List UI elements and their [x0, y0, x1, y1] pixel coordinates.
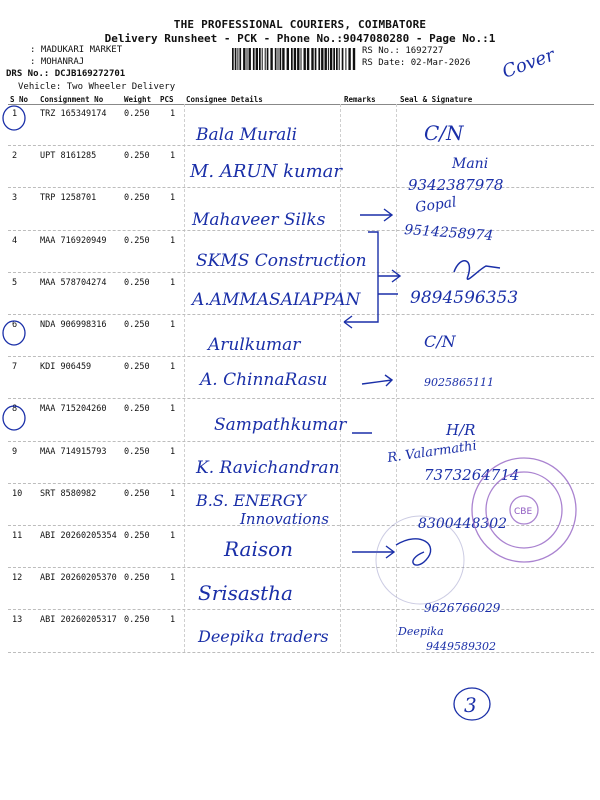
company-stamp — [472, 458, 576, 562]
handwritten-remark: R. Valarmathi — [386, 438, 478, 466]
row-weight: 0.250 — [124, 488, 150, 499]
row-consignment-no: ABI 20260205317 — [40, 615, 117, 626]
row-sno: 9 — [12, 446, 18, 457]
handwritten-consignee: Srisastha — [198, 581, 293, 605]
row-weight: 0.250 — [124, 362, 150, 373]
row-sno: 11 — [12, 531, 23, 541]
row-pcs: 1 — [170, 446, 176, 457]
col-seal-signature: Seal & Signature — [400, 95, 473, 104]
row-pcs: 1 — [170, 531, 176, 541]
handwritten-phone: 8300448302 — [418, 516, 508, 532]
handwritten-arrow — [352, 546, 394, 558]
document-title: THE PROFESSIONAL COURIERS, COIMBATORE — [173, 18, 427, 31]
row-weight: 0.250 — [124, 151, 150, 162]
row-sno: 4 — [12, 235, 18, 246]
row-sno: 1 — [12, 109, 18, 119]
row-consignment-no: TRP 1258701 — [40, 193, 97, 204]
row-pcs: 1 — [170, 488, 176, 499]
handwritten-remark: Deepika — [398, 625, 444, 638]
handwritten-remark: H/R — [446, 421, 476, 439]
row-weight: 0.250 — [124, 320, 150, 330]
col-consignee-details: Consignee Details — [186, 95, 263, 104]
handwritten-remark: C/N — [424, 121, 464, 145]
handwritten-consignee: Innovations — [240, 510, 329, 528]
handwritten-consignee: Arulkumar — [208, 335, 301, 355]
handwritten-phone: 9894596353 — [410, 288, 519, 308]
row-pcs: 1 — [170, 362, 176, 373]
stamp-label: CBE — [514, 507, 533, 517]
row-consignment-no: MAA 716920949 — [40, 235, 107, 246]
handwritten-phone: 7373264714 — [424, 466, 520, 484]
handwritten-consignee: Mahaveer Silks — [192, 210, 326, 230]
row-pcs: 1 — [170, 320, 176, 330]
row-pcs: 1 — [170, 573, 176, 584]
row-weight: 0.250 — [124, 446, 150, 457]
row-weight: 0.250 — [124, 109, 150, 119]
circle-mark-icon — [3, 106, 25, 130]
drs-number: DRS No.: DCJB169272701 — [6, 69, 126, 79]
row-pcs: 1 — [170, 193, 176, 204]
row-sno: 8 — [12, 404, 18, 415]
col-sno: S No — [10, 95, 29, 104]
row-sno: 7 — [12, 362, 18, 373]
row-weight: 0.250 — [124, 277, 150, 288]
handwritten-consignee: A.AMMASAIAPPAN — [192, 290, 361, 310]
rs-date: RS Date: 02-Mar-2026 — [362, 58, 471, 68]
row-consignment-no: ABI 20260205370 — [40, 573, 117, 584]
row-consignment-no: MAA 715204260 — [40, 404, 107, 415]
handwritten-consignee: M. ARUN kumar — [190, 161, 342, 182]
handwritten-consignee: B.S. ENERGY — [196, 491, 306, 510]
row-weight: 0.250 — [124, 615, 150, 626]
handwritten-consignee: Bala Murali — [196, 125, 298, 145]
row-weight: 0.250 — [124, 193, 150, 204]
handwritten-cover-note: Cover — [499, 44, 558, 83]
row-pcs: 1 — [170, 109, 176, 119]
row-consignment-no: NDA 906998316 — [40, 320, 107, 330]
row-pcs: 1 — [170, 615, 176, 626]
row-consignment-no: MAA 714915793 — [40, 446, 107, 457]
vehicle-type: Vehicle: Two Wheeler Delivery — [18, 82, 176, 92]
circle-mark-icon — [3, 406, 25, 430]
col-consignment: Consignment No — [40, 95, 104, 104]
row-sno: 12 — [12, 573, 23, 584]
handwritten-consignee: K. Ravichandran — [196, 458, 340, 478]
handwritten-page-mark: 3 — [464, 693, 477, 717]
row-weight: 0.250 — [124, 235, 150, 246]
row-consignment-no: MAA 578704274 — [40, 277, 107, 288]
handwritten-phone: 9449589302 — [426, 640, 496, 653]
col-weight: Weight — [124, 95, 152, 104]
col-remarks: Remarks — [344, 95, 376, 104]
col-pcs: PCS — [160, 95, 174, 104]
signature-scribble — [454, 261, 500, 279]
row-pcs: 1 — [170, 404, 176, 415]
handwritten-arrow — [362, 375, 392, 386]
handwritten-phone: 9025865111 — [424, 376, 494, 389]
handwritten-consignee: SKMS Construction — [196, 251, 367, 271]
handwritten-arrow — [396, 539, 431, 565]
row-pcs: 1 — [170, 235, 176, 246]
handwritten-consignee: Raison — [224, 537, 294, 561]
handwritten-remark: Gopal — [414, 194, 458, 216]
handwritten-consignee: Sampathkumar — [214, 415, 347, 435]
handwritten-remark: Mani — [452, 156, 489, 172]
row-consignment-no: UPT 8161285 — [40, 151, 97, 162]
branch-name: : MADUKARI MARKET — [30, 45, 123, 55]
row-pcs: 1 — [170, 277, 176, 288]
handwritten-phone: 9342387978 — [408, 176, 504, 194]
row-sno: 6 — [12, 320, 18, 330]
row-consignment-no: ABI 20260205354 — [40, 531, 117, 541]
rs-number: RS No.: 1692727 — [362, 46, 444, 56]
handwritten-arrow — [378, 270, 400, 282]
row-weight: 0.250 — [124, 531, 150, 541]
row-sno: 3 — [12, 193, 18, 204]
handwritten-consignee: A. ChinnaRasu — [200, 370, 328, 390]
row-sno: 13 — [12, 615, 23, 626]
handwritten-consignee: Deepika traders — [198, 627, 329, 646]
row-weight: 0.250 — [124, 573, 150, 584]
row-consignment-no: TRZ 165349174 — [40, 109, 107, 119]
row-weight: 0.250 — [124, 404, 150, 415]
handwritten-phone: 9626766029 — [424, 601, 501, 615]
row-sno: 10 — [12, 488, 23, 499]
row-pcs: 1 — [170, 151, 176, 162]
handwritten-phone: 9514258974 — [403, 222, 494, 245]
row-sno: 2 — [12, 151, 18, 162]
circle-mark-icon — [3, 321, 25, 345]
row-consignment-no: KDI 906459 — [40, 362, 92, 373]
handwritten-arrow — [360, 209, 392, 221]
delivery-person: : MOHANRAJ — [30, 57, 85, 67]
row-consignment-no: SRT 8580982 — [40, 488, 97, 499]
row-sno: 5 — [12, 277, 18, 288]
document-subtitle: Delivery Runsheet - PCK - Phone No.:9047080280 - Page No.:1 — [104, 32, 496, 45]
handwritten-remark: C/N — [424, 332, 456, 351]
